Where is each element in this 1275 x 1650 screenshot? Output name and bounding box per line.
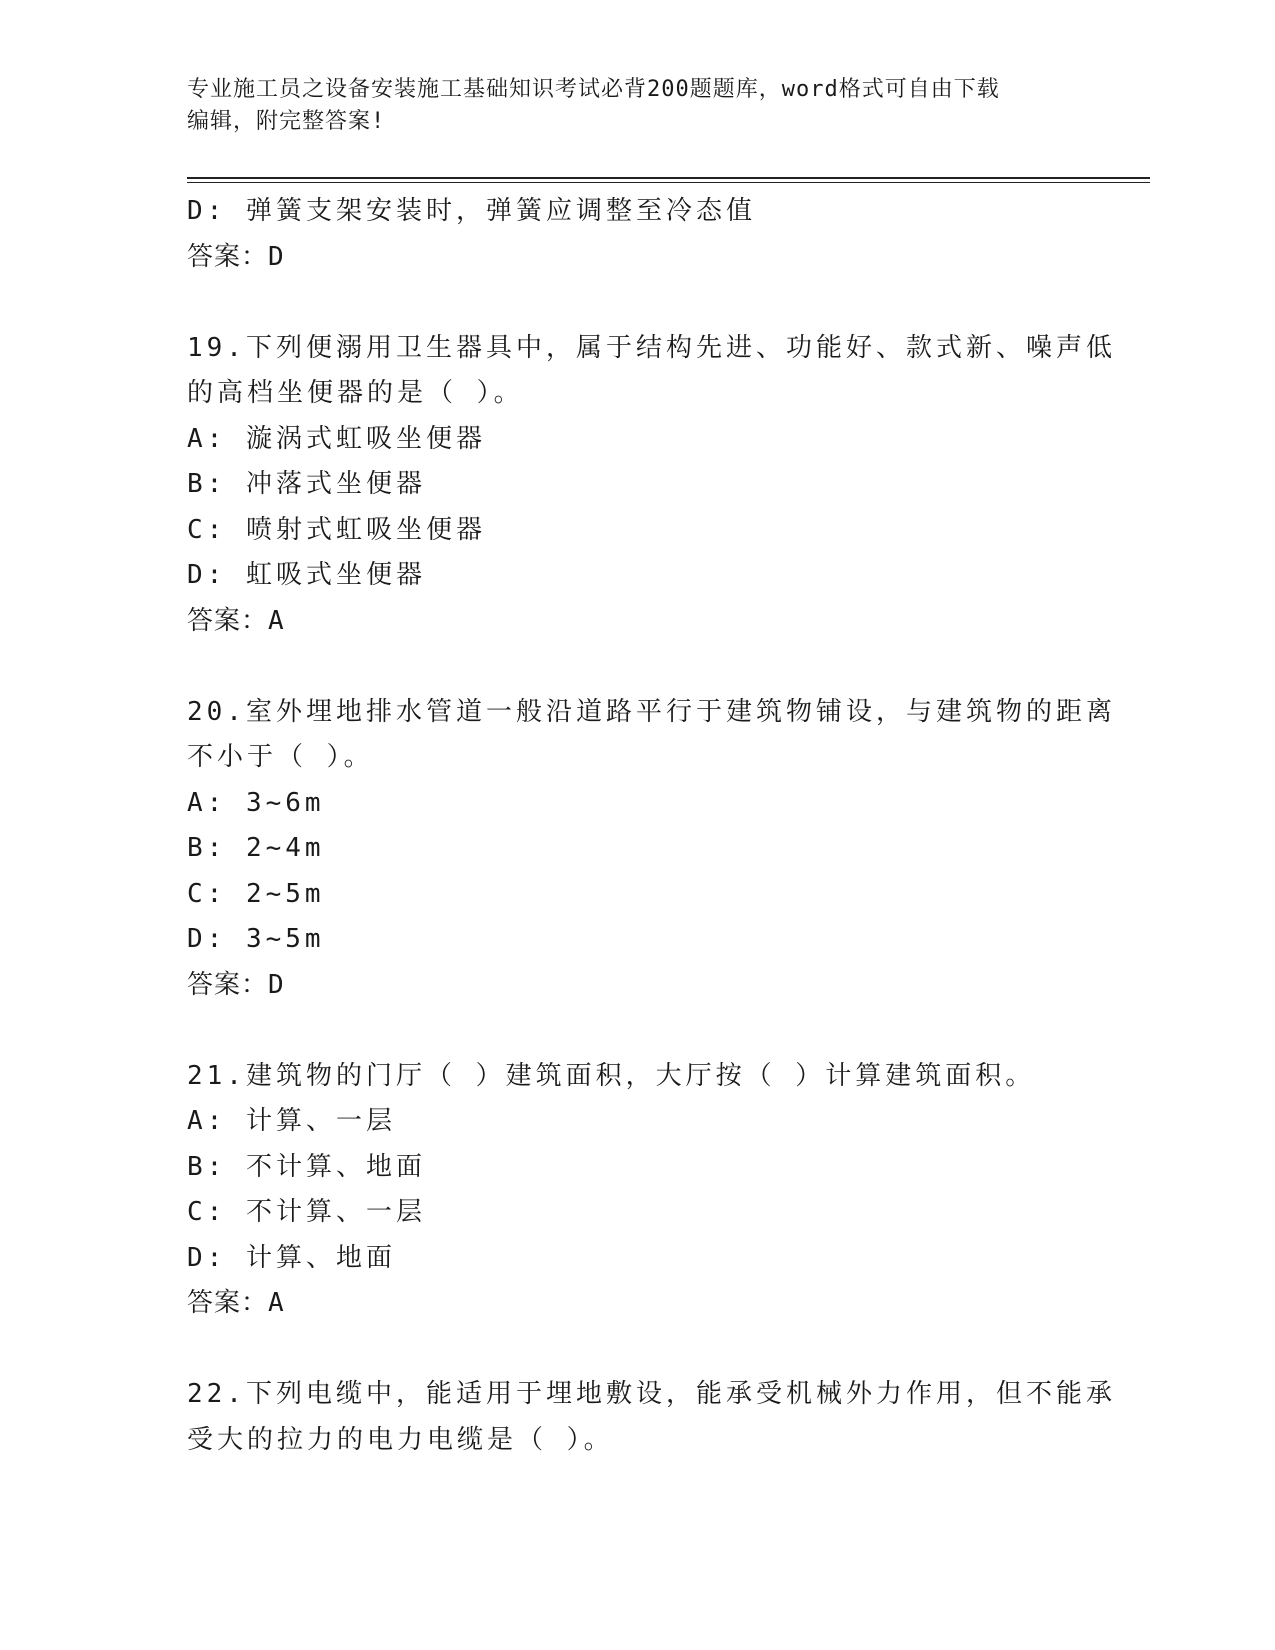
option-d: D: 虹吸式坐便器 — [187, 560, 426, 590]
question-stem-line: 受大的拉力的电力电缆是（ ）。 — [187, 1424, 614, 1455]
question-stem-line: 20.室外埋地排水管道一般沿道路平行于建筑物铺设，与建筑物的距离 — [187, 696, 1116, 727]
option-d: D: 3~5m — [187, 924, 325, 954]
question-21 — [187, 1054, 1087, 1327]
answer: 答案：D — [187, 969, 285, 1000]
header-line-2: 编辑，附完整答案! — [187, 109, 386, 134]
spacer — [187, 1008, 1087, 1054]
header-rule-thick — [187, 177, 1150, 179]
spacer — [187, 280, 1087, 326]
header-rule-thin — [187, 182, 1150, 183]
option-c: C: 不计算、一层 — [187, 1197, 426, 1227]
document-header — [187, 74, 1077, 138]
question-stem-line: 22.下列电缆中，能适用于埋地敷设，能承受机械外力作用，但不能承 — [187, 1379, 1116, 1409]
header-line-1: 专业施工员之设备安装施工基础知识考试必背200题题库，word格式可自由下载 — [187, 77, 1000, 102]
option-d: D: 计算、地面 — [187, 1242, 396, 1273]
option-c: C: 喷射式虹吸坐便器 — [187, 514, 486, 545]
question-stem-line: 21.建筑物的门厅（ ）建筑面积，大厅按（ ）计算建筑面积。 — [187, 1060, 1036, 1091]
lead-answer: 答案：D — [187, 241, 285, 272]
lead-option-d: D: 弹簧支架安装时，弹簧应调整至冷态值 — [187, 196, 756, 226]
question-19 — [187, 326, 1116, 645]
answer: 答案：A — [187, 1288, 285, 1318]
option-b: B: 冲落式坐便器 — [187, 469, 426, 499]
option-a: A: 3~6m — [187, 787, 325, 818]
answer: 答案：A — [187, 605, 285, 636]
question-content — [187, 189, 1116, 1463]
question-stem-line: 的高档坐便器的是（ ）。 — [187, 378, 524, 408]
spacer — [187, 644, 1087, 690]
option-c: C: 2~5m — [187, 878, 325, 909]
option-b: B: 不计算、地面 — [187, 1151, 426, 1182]
question-22 — [187, 1372, 1116, 1463]
question-20 — [187, 690, 1116, 1009]
question-stem-line: 19.下列便溺用卫生器具中，属于结构先进、功能好、款式新、噪声低 — [187, 332, 1116, 363]
option-b: B: 2~4m — [187, 833, 325, 863]
question-stem-line: 不小于（ ）。 — [187, 742, 374, 772]
spacer — [187, 1327, 1087, 1373]
option-a: A: 漩涡式虹吸坐便器 — [187, 423, 486, 454]
option-a: A: 计算、一层 — [187, 1106, 396, 1136]
